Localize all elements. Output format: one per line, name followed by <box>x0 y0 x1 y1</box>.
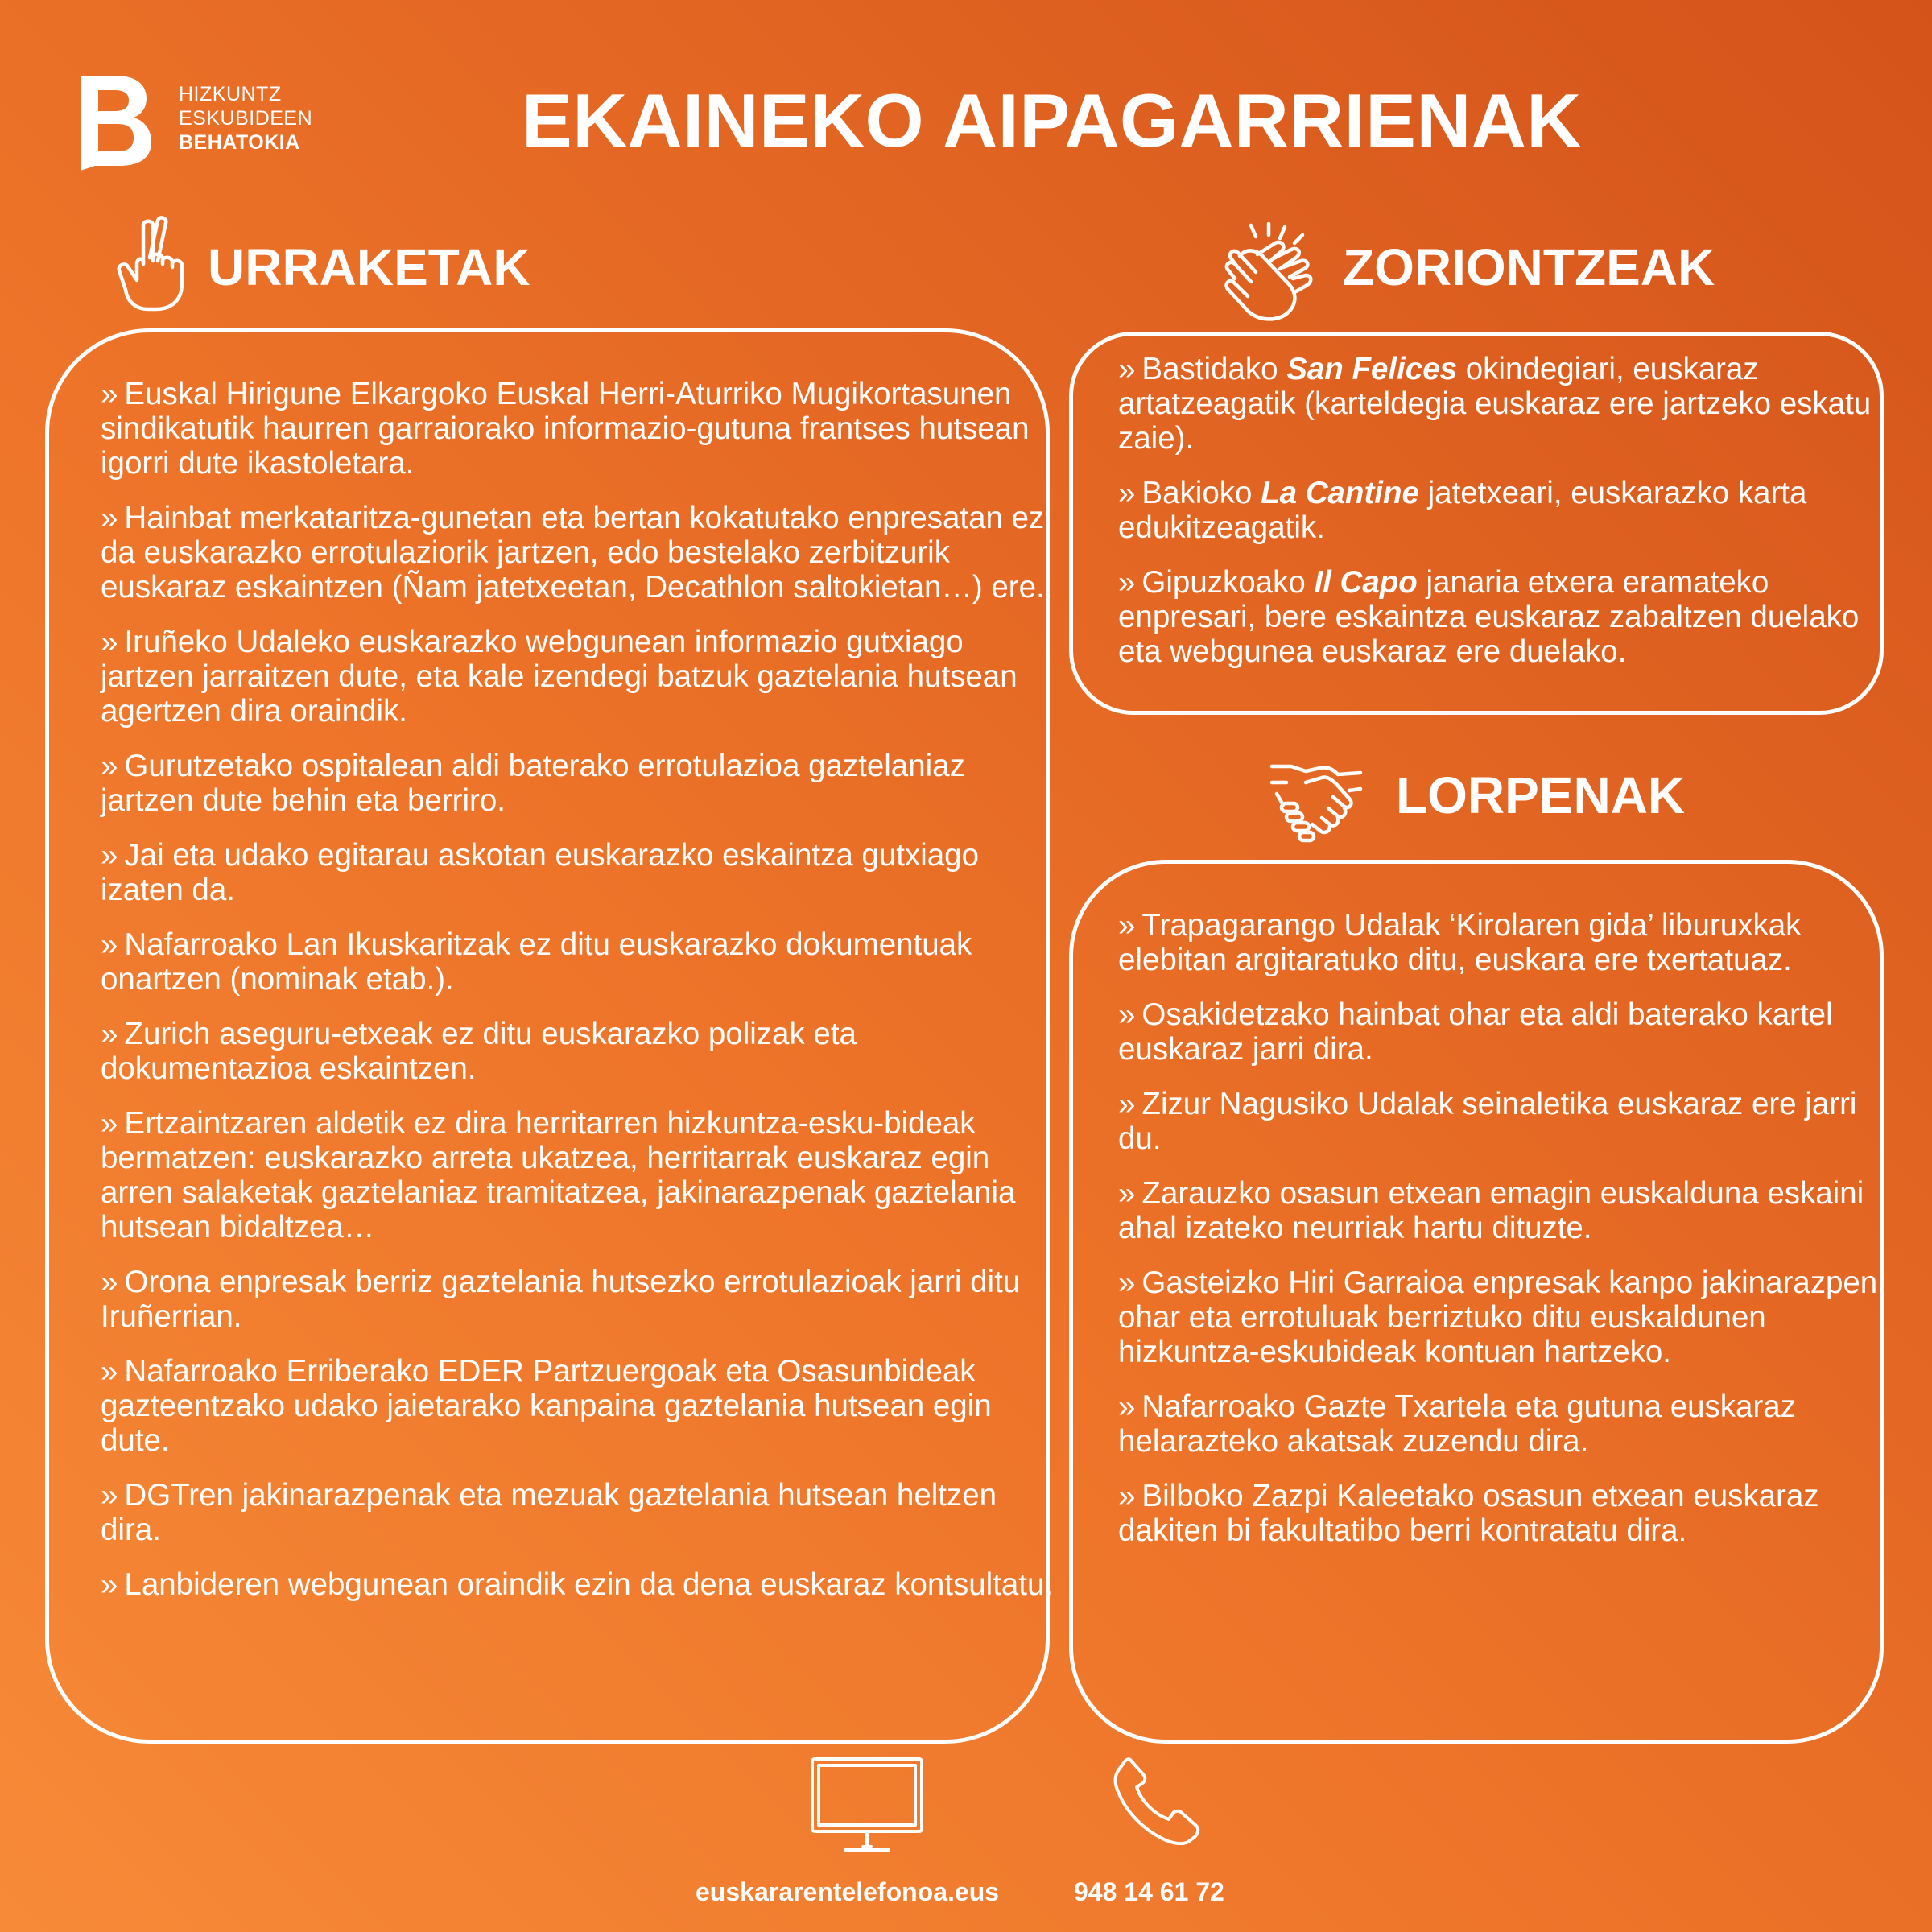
list-item: » Nafarroako Lan Ikuskaritzak ez ditu euskarazko dokumentuak onartzen (nominak etab.). <box>101 927 972 997</box>
list-item: » Nafarroako Erriberako EDER Partzuergoak eta Osasunbideak gazteentzako udako jaietarako kanpaina gaztelania hutsean egin dute. <box>101 1354 992 1458</box>
list-item: » Trapagarango Udalak ‘Kirolaren gida’ liburuxkak elebitan argitaratuko ditu, euskara ere txertatuaz. <box>1118 908 1802 977</box>
logo-text <box>179 82 312 155</box>
logo-line-3: BEHATOKIA <box>179 131 300 154</box>
business-name: San Felices <box>1286 352 1458 386</box>
page-title: EKAINEKO AIPAGARRIENAK <box>522 78 1582 163</box>
business-name: La Cantine <box>1261 476 1419 510</box>
logo-line-2: ESKUBIDEEN <box>179 107 313 130</box>
handshake-icon <box>1269 762 1364 845</box>
list-item: » Jai eta udako egitarau askotan euskarazko eskaintza gutxiago izaten da. <box>101 838 979 907</box>
clapping-hands-icon <box>1222 222 1317 322</box>
urraketak-list <box>101 377 1059 1602</box>
list-item: » Bastidako San Felices okindegiari, euskaraz artatzeagatik (karteldegia euskaraz ere jartzeko eskatu zaie). <box>1118 352 1872 456</box>
urraketak-box <box>45 328 1054 1744</box>
crossed-fingers-icon <box>113 216 187 312</box>
zoriontzeak-heading: ZORIONTZEAK <box>1343 238 1715 296</box>
list-item: » Zurich aseguru-etxeak ez ditu euskarazko polizak eta dokumentazioa eskaintzen. <box>101 1017 857 1086</box>
lorpenak-box <box>1069 860 1884 1744</box>
list-item: » Bilboko Zazpi Kaleetako osasun etxean euskaraz dakiten bi fakultatibo berri kontratatu dira. <box>1118 1479 1819 1548</box>
phone-icon <box>1113 1757 1204 1845</box>
list-item: » Gipuzkoako Il Capo janaria etxera eramateko enpresari, bere eskaintza euskaraz zabaltzen duelako eta webgunea euskaraz ere duelako. <box>1118 565 1860 669</box>
business-name: Il Capo <box>1314 565 1418 600</box>
list-item: » Bakioko La Cantine jatetxeari, euskarazko karta edukitzeagatik. <box>1118 476 1807 545</box>
logo-line-1: HIZKUNTZ <box>179 83 282 105</box>
b-logo-mark-icon <box>79 74 153 171</box>
zoriontzeak-box <box>1069 332 1884 715</box>
lorpenak-list <box>1118 908 1891 1548</box>
list-item: » Euskal Hirigune Elkargoko Euskal Herri-Aturriko Mugikortasunen sindikatutik haurren garraiorako informazio-gutuna frantses hutsean igorri dute ikastoletara. <box>101 377 1030 481</box>
list-item: » Nafarroako Gazte Txartela eta gutuna euskaraz helarazteko akatsak zuzendu dira. <box>1118 1389 1796 1459</box>
list-item: » Zarauzko osasun etxean emagin euskalduna eskaini ahal izateko neurriak hartu dituzte. <box>1118 1176 1864 1245</box>
behatokia-logo <box>79 74 320 171</box>
zoriontzeak-list <box>1118 352 1891 669</box>
list-item: » Ertzaintzaren aldetik ez dira herritarren hizkuntza-esku-bideak bermatzen: euskarazko arreta ukatzea, herritarrak euskaraz egin arren salaketak gaztelaniaz tramitatzea, jakinarazpenak gaztelania hutsean bidaltzea… <box>101 1106 1016 1245</box>
list-item: » Gasteizko Hiri Garraioa enpresak kanpo jakinarazpen, ohar eta errotuluak berriztuko ditu euskaldunen hizkuntza-eskubideak kontuan hartzeko. <box>1118 1265 1886 1369</box>
website-link[interactable]: euskararentelefonoa.eus <box>696 1877 1000 1906</box>
phone-number[interactable]: 948 14 61 72 <box>1074 1877 1224 1906</box>
list-item: » Hainbat merkataritza-gunetan eta bertan kokatutako enpresatan ez da euskarazko errotulaziorik jartzen, edo bestelako zerbitzurik euskaraz eskaintzen (Ñam jatetxeetan, Decathlon saltokietan…) ere. <box>101 501 1045 605</box>
list-item: » DGTren jakinarazpenak eta mezuak gaztelania hutsean heltzen dira. <box>101 1478 997 1547</box>
list-item: » Iruñeko Udaleko euskarazko webgunean informazio gutxiago jartzen jarraitzen dute, eta kale izendegi batzuk gaztelania hutsean agertzen dira oraindik. <box>101 625 1018 729</box>
list-item: » Osakidetzako hainbat ohar eta aldi baterako kartel euskaraz jarri dira. <box>1118 997 1833 1067</box>
list-item: » Gurutzetako ospitalean aldi baterako errotulazioa gaztelaniaz jartzen dute behin eta berriro. <box>101 749 965 818</box>
computer-monitor-icon <box>810 1757 924 1855</box>
lorpenak-heading: LORPENAK <box>1396 766 1686 824</box>
urraketak-heading: URRAKETAK <box>208 238 530 296</box>
list-item: » Orona enpresak berriz gaztelania hutsezko errotulazioak jarri ditu Iruñerrian. <box>101 1265 1021 1334</box>
list-item: » Zizur Nagusiko Udalak seinaletika euskaraz ere jarri du. <box>1118 1087 1857 1156</box>
list-item: » Lanbideren webgunean oraindik ezin da dena euskaraz kontsultatu. <box>101 1567 1054 1602</box>
